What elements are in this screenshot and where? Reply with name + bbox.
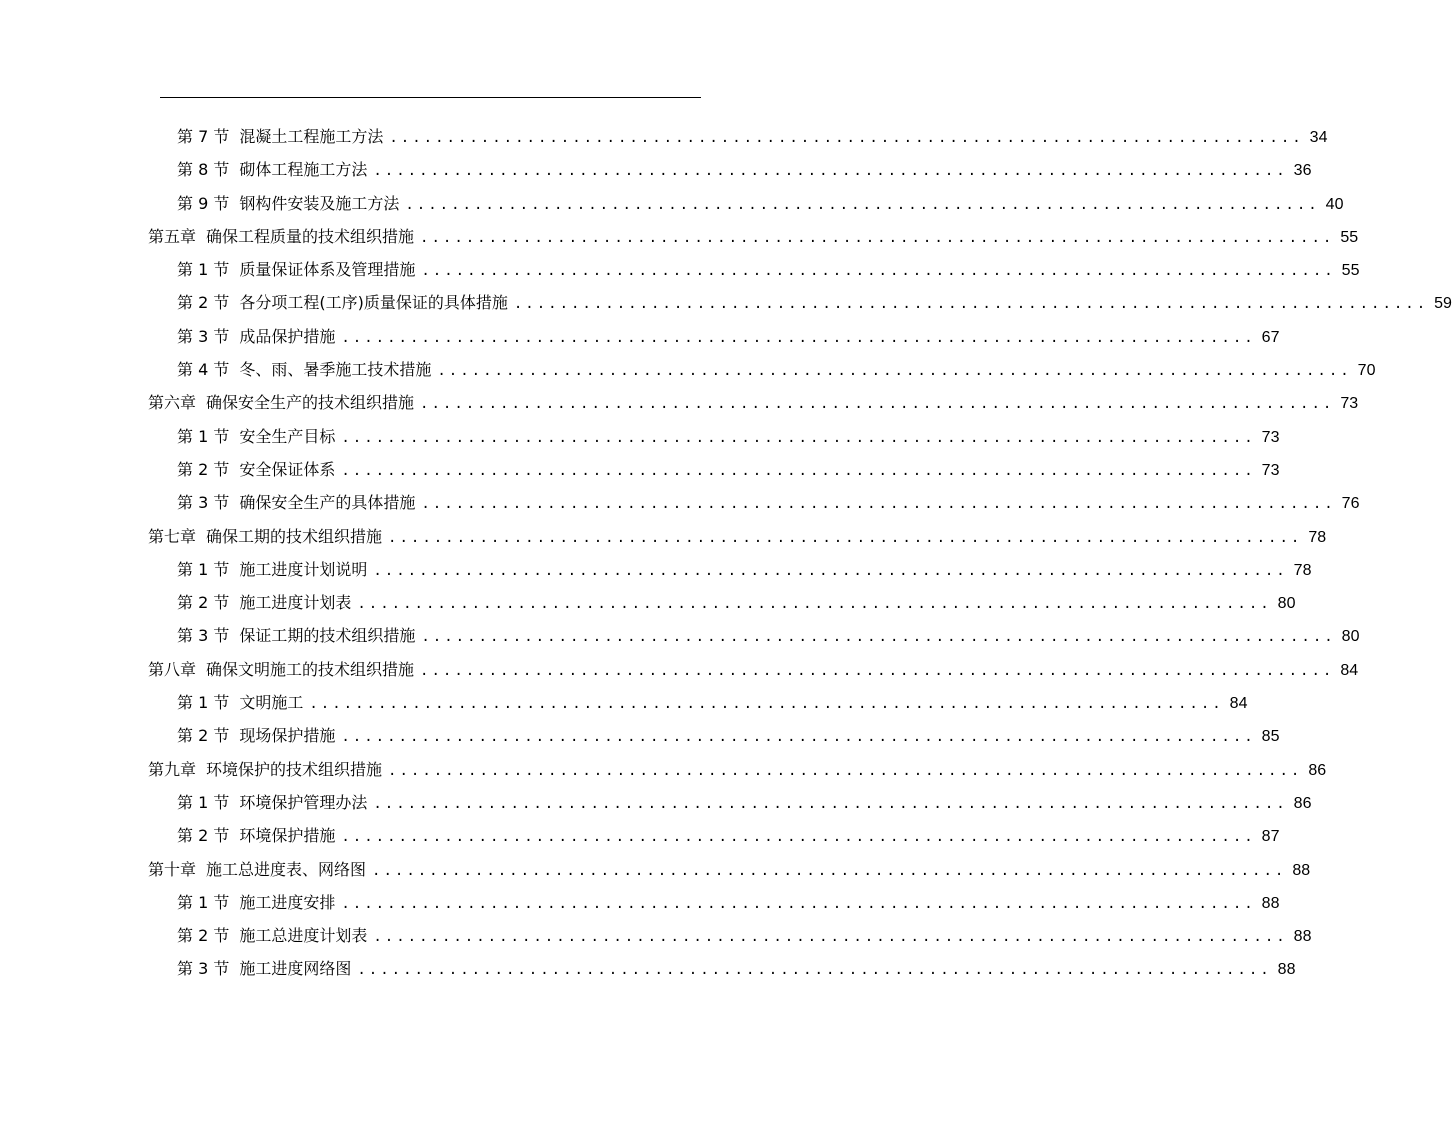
toc-page-number: 55 — [1341, 262, 1360, 280]
toc-entry-title: 确保工期的技术组织措施 — [206, 526, 383, 546]
toc-leader-dots: ................................................................................ — [388, 762, 1303, 779]
toc-entry-title: 现场保护措施 — [239, 726, 336, 746]
toc-entry-title: 环境保护的技术组织措施 — [206, 759, 383, 779]
toc-page-number: 84 — [1229, 695, 1248, 713]
toc-entry-title: 文明施工 — [239, 693, 304, 713]
toc-entry-title: 各分项工程(工序)质量保证的具体措施 — [239, 293, 508, 313]
toc-leader-dots: ................................................................................ — [513, 296, 1429, 313]
toc-leader-dots: ................................................................................ — [388, 529, 1303, 546]
toc-entry[interactable] — [177, 958, 1296, 980]
toc-entry[interactable] — [148, 226, 1359, 248]
toc-entry-title: 施工进度安排 — [239, 892, 336, 912]
header-rule — [160, 97, 701, 98]
toc-section-row[interactable] — [0, 253, 1360, 286]
toc-section-row[interactable] — [0, 819, 1280, 852]
toc-entry-title: 施工进度网络图 — [239, 959, 352, 979]
toc-leader-dots: ................................................................................ — [357, 596, 1272, 613]
toc-page-number: 86 — [1308, 761, 1327, 779]
toc-entry-title: 施工总进度表、网络图 — [206, 859, 367, 879]
toc-leader-dots: ................................................................................ — [341, 429, 1256, 446]
toc-section-row[interactable] — [0, 886, 1280, 919]
toc-leader-dots: ................................................................................ — [341, 329, 1256, 346]
toc-section-row[interactable] — [0, 686, 1248, 719]
toc-page-number: 80 — [1341, 628, 1360, 646]
toc-entry[interactable] — [177, 193, 1344, 215]
toc-entry-title: 质量保证体系及管理措施 — [239, 260, 416, 280]
toc-leader-dots: ................................................................................ — [341, 462, 1256, 479]
toc-page-number: 78 — [1293, 561, 1312, 579]
toc-entry-number: 第 1 节 — [177, 260, 230, 280]
toc-page-number: 78 — [1308, 528, 1327, 546]
toc-entry-number: 第五章 — [148, 226, 197, 246]
toc-entry-number: 第六章 — [148, 393, 197, 413]
toc-section-row[interactable] — [0, 420, 1280, 453]
toc-entry[interactable] — [177, 359, 1376, 381]
toc-leader-dots: ................................................................................ — [372, 862, 1287, 879]
toc-entry[interactable] — [177, 825, 1280, 847]
toc-leader-dots: ................................................................................ — [373, 562, 1288, 579]
toc-section-row[interactable] — [0, 619, 1360, 652]
toc-entry-number: 第七章 — [148, 526, 197, 546]
toc-entry[interactable] — [148, 392, 1359, 414]
toc-leader-dots: ................................................................................ — [405, 196, 1320, 213]
toc-entry-number: 第 1 节 — [177, 792, 230, 812]
toc-section-row[interactable] — [0, 120, 1328, 153]
toc-entry[interactable] — [177, 126, 1328, 148]
toc-page-number: 88 — [1277, 961, 1296, 979]
toc-leader-dots: ................................................................................ — [437, 363, 1352, 380]
toc-entry[interactable] — [148, 859, 1311, 881]
toc-page-number: 88 — [1261, 894, 1280, 912]
toc-leader-dots: ................................................................................ — [420, 396, 1335, 413]
toc-entry-number: 第 9 节 — [177, 193, 230, 213]
toc-chapter-row[interactable] — [0, 386, 1359, 419]
toc-entry-number: 第 1 节 — [177, 559, 230, 579]
toc-leader-dots: ................................................................................ — [421, 263, 1336, 280]
toc-entry-number: 第十章 — [148, 859, 197, 879]
toc-entry-number: 第 7 节 — [177, 127, 230, 146]
toc-page-number: 76 — [1341, 495, 1360, 513]
toc-section-row[interactable] — [0, 919, 1312, 952]
toc-entry-number: 第 1 节 — [177, 693, 230, 713]
toc-leader-dots: ................................................................................ — [421, 629, 1336, 646]
toc-leader-dots: ................................................................................ — [420, 662, 1335, 679]
toc-entry-title: 保证工期的技术组织措施 — [239, 626, 416, 646]
toc-leader-dots: ................................................................................ — [341, 829, 1256, 846]
toc-section-row[interactable] — [0, 320, 1280, 353]
toc-entry[interactable] — [177, 326, 1280, 348]
toc-leader-dots: ................................................................................ — [341, 729, 1256, 746]
toc-section-row[interactable] — [0, 353, 1376, 386]
toc-section-row[interactable] — [0, 486, 1360, 519]
toc-page-number: 59 — [1434, 295, 1452, 313]
toc-entry[interactable] — [177, 625, 1360, 647]
table-of-contents — [0, 120, 1452, 986]
toc-entry-number: 第 3 节 — [177, 626, 230, 646]
toc-entry[interactable] — [177, 892, 1280, 914]
toc-entry[interactable] — [177, 725, 1280, 747]
toc-chapter-row[interactable] — [0, 653, 1359, 686]
toc-entry[interactable] — [148, 759, 1327, 781]
toc-entry-number: 第 3 节 — [177, 493, 230, 513]
toc-page-number: 36 — [1293, 162, 1312, 180]
toc-entry-title: 施工进度计划表 — [239, 593, 352, 613]
toc-page-number: 70 — [1357, 362, 1376, 380]
toc-chapter-row[interactable] — [0, 853, 1311, 886]
toc-entry-number: 第 2 节 — [177, 826, 230, 846]
toc-page-number: 88 — [1292, 861, 1311, 879]
toc-entry-number: 第 2 节 — [177, 593, 230, 613]
toc-leader-dots: ................................................................................ — [389, 130, 1304, 146]
toc-section-row[interactable] — [0, 187, 1344, 220]
toc-entry[interactable] — [177, 559, 1312, 581]
toc-page-number: 73 — [1340, 395, 1359, 413]
toc-entry-title: 成品保护措施 — [239, 326, 336, 346]
toc-leader-dots: ................................................................................ — [309, 696, 1224, 713]
toc-page-number: 73 — [1261, 461, 1280, 479]
toc-leader-dots: ................................................................................ — [341, 895, 1256, 912]
toc-page-number: 67 — [1261, 328, 1280, 346]
toc-entry[interactable] — [177, 592, 1296, 614]
toc-entry[interactable] — [177, 426, 1280, 448]
toc-entry[interactable] — [148, 526, 1327, 548]
toc-entry[interactable] — [177, 925, 1312, 947]
toc-entry-number: 第 3 节 — [177, 326, 230, 346]
toc-entry[interactable] — [177, 492, 1360, 514]
toc-section-row[interactable] — [0, 586, 1296, 619]
toc-entry-title: 施工进度计划说明 — [239, 559, 368, 579]
toc-entry[interactable] — [148, 659, 1359, 681]
toc-entry-title: 安全保证体系 — [239, 459, 336, 479]
toc-chapter-row[interactable] — [0, 520, 1327, 553]
toc-entry-number: 第九章 — [148, 759, 197, 779]
toc-entry-number: 第 4 节 — [177, 360, 230, 380]
toc-page-number: 88 — [1293, 928, 1312, 946]
toc-page-number: 34 — [1309, 129, 1328, 146]
toc-entry[interactable] — [177, 292, 1452, 314]
toc-entry-title: 砌体工程施工方法 — [239, 160, 368, 180]
toc-leader-dots: ................................................................................ — [357, 962, 1272, 979]
toc-entry-number: 第 3 节 — [177, 959, 230, 979]
toc-section-row[interactable] — [0, 786, 1312, 819]
toc-entry-title: 确保安全生产的具体措施 — [239, 493, 416, 513]
toc-entry-number: 第 2 节 — [177, 726, 230, 746]
toc-entry[interactable] — [177, 259, 1360, 281]
toc-entry-title: 环境保护措施 — [239, 826, 336, 846]
toc-entry-title: 安全生产目标 — [239, 426, 336, 446]
toc-entry-title: 混凝土工程施工方法 — [239, 127, 384, 146]
toc-leader-dots: ................................................................................ — [420, 229, 1335, 246]
toc-leader-dots: ................................................................................ — [373, 795, 1288, 812]
toc-entry-title: 施工总进度计划表 — [239, 926, 368, 946]
toc-entry[interactable] — [177, 459, 1280, 481]
toc-page-number: 55 — [1340, 228, 1359, 246]
toc-entry-number: 第 8 节 — [177, 160, 230, 180]
toc-chapter-row[interactable] — [0, 753, 1327, 786]
toc-page-number: 73 — [1261, 428, 1280, 446]
toc-page-number: 86 — [1293, 794, 1312, 812]
toc-leader-dots: ................................................................................ — [373, 163, 1288, 180]
toc-section-row[interactable] — [0, 153, 1312, 186]
toc-entry-title: 确保工程质量的技术组织措施 — [206, 226, 415, 246]
toc-entry-number: 第 2 节 — [177, 293, 230, 313]
toc-entry[interactable] — [177, 792, 1312, 814]
toc-entry-title: 钢构件安装及施工方法 — [239, 193, 400, 213]
toc-section-row[interactable] — [0, 453, 1280, 486]
toc-entry-title: 确保文明施工的技术组织措施 — [206, 659, 415, 679]
toc-section-row[interactable] — [0, 952, 1296, 985]
toc-page-number: 87 — [1261, 828, 1280, 846]
toc-chapter-row[interactable] — [0, 220, 1359, 253]
toc-page-number: 80 — [1277, 595, 1296, 613]
toc-page-number: 85 — [1261, 728, 1280, 746]
toc-entry-number: 第 2 节 — [177, 459, 230, 479]
toc-entry-number: 第 2 节 — [177, 926, 230, 946]
toc-section-row[interactable] — [0, 553, 1312, 586]
toc-entry-title: 环境保护管理办法 — [239, 792, 368, 812]
toc-page-number: 84 — [1340, 661, 1359, 679]
toc-leader-dots: ................................................................................ — [373, 929, 1288, 946]
toc-entry-number: 第 1 节 — [177, 426, 230, 446]
toc-section-row[interactable] — [0, 719, 1280, 752]
toc-entry[interactable] — [177, 159, 1312, 181]
toc-entry[interactable] — [177, 692, 1248, 714]
toc-section-row[interactable] — [0, 286, 1452, 319]
toc-entry-title: 冬、雨、暑季施工技术措施 — [239, 360, 432, 380]
toc-entry-title: 确保安全生产的技术组织措施 — [206, 393, 415, 413]
toc-entry-number: 第八章 — [148, 659, 197, 679]
toc-page-number: 40 — [1325, 195, 1344, 213]
toc-leader-dots: ................................................................................ — [421, 496, 1336, 513]
toc-entry-number: 第 1 节 — [177, 892, 230, 912]
